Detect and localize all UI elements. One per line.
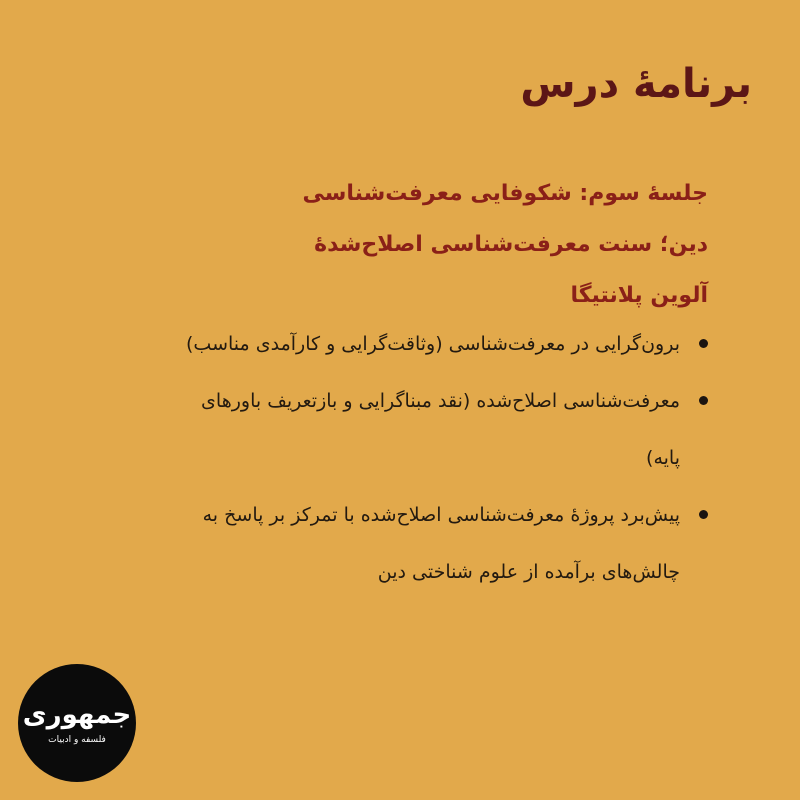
logo-tagline: فلسفه و ادبیات — [48, 735, 106, 745]
list-item — [168, 316, 708, 373]
list-item — [168, 487, 708, 601]
session-heading: جلسهٔ سوم: شکوفایی معرفت‌شناسی دین؛ سنت معرفت‌شناسی اصلاح‌شدهٔ آلوین پلانتیگا — [302, 181, 708, 308]
page-title: برنامهٔ درس — [520, 61, 752, 107]
logo-name: جمهوری — [22, 700, 132, 730]
bullet-icon — [699, 510, 708, 519]
topic-text: معرفت‌شناسی اصلاح‌شده (نقد مبناگرایی و بازتعریف باورهای پایه) — [201, 390, 680, 469]
topic-list — [168, 316, 708, 601]
bullet-icon — [699, 339, 708, 348]
topic-text: پیش‌برد پروژهٔ معرفت‌شناسی اصلاح‌شده با تمرکز بر پاسخ به چالش‌های برآمده از علوم شناختی دین — [202, 504, 680, 583]
bullet-icon — [699, 396, 708, 405]
topic-text: برون‌گرایی در معرفت‌شناسی (وثاقت‌گرایی و کارآمدی مناسب) — [186, 333, 680, 355]
brand-logo — [18, 664, 136, 782]
list-item — [168, 373, 708, 487]
